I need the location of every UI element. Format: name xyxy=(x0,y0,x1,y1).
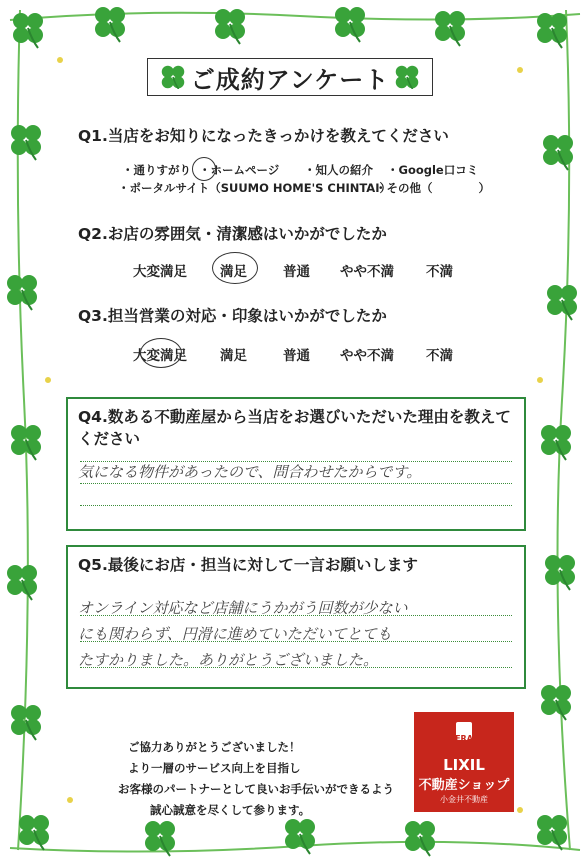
logo-branch: 小金井不動産 xyxy=(440,795,488,804)
clover-icon xyxy=(19,815,49,850)
lixil-shop-logo xyxy=(414,712,514,812)
q3-question: Q3.担当営業の対応・印象はいかがでしたか xyxy=(78,307,387,325)
clover-icon xyxy=(11,705,41,740)
q5-handwritten-answer-line1: オンライン対応など店舗にうかがう回数が少ない xyxy=(78,599,408,617)
footer-line1: ご協力ありがとうございました！ xyxy=(128,740,301,754)
clover-icon xyxy=(435,11,465,46)
clover-icon xyxy=(541,685,571,720)
q5-handwritten-answer-line2: にも関わらず、円滑に進めていただいてとても xyxy=(78,625,392,643)
clover-icon xyxy=(95,7,125,42)
clover-icon xyxy=(335,7,365,42)
answer-circle-mark xyxy=(192,157,216,181)
q5-handwritten-answer-line3: たすかりました。ありがとうございました。 xyxy=(78,651,379,669)
logo-brand: LIXIL xyxy=(443,756,485,774)
q3-choice-dissatisfied[interactable]: 不満 xyxy=(426,348,453,364)
q2-choice-dissatisfied[interactable]: 不満 xyxy=(426,264,453,280)
answer-circle-mark xyxy=(212,252,258,284)
q1-option-portal[interactable]: ・ポータルサイト（SUUMO HOME'S CHINTAI） xyxy=(118,181,391,195)
page-title: ご成約アンケート xyxy=(190,65,390,94)
clover-icon xyxy=(7,565,37,600)
logo-era: ERA xyxy=(455,734,473,743)
q2-question: Q2.お店の雰囲気・清潔感はいかがでしたか xyxy=(78,225,387,243)
survey-title-box xyxy=(147,58,433,96)
footer-line2: より一層のサービス向上を目指し xyxy=(128,761,301,775)
clover-icon xyxy=(537,815,567,850)
q1-option-intro[interactable]: ・知人の紹介 xyxy=(304,163,373,177)
answer-circle-mark xyxy=(140,338,182,368)
clover-icon xyxy=(405,821,435,856)
clover-icon xyxy=(215,9,245,44)
thank-you-message xyxy=(118,737,418,821)
q1-question: Q1.当店をお知りになったきっかけを教えてください xyxy=(78,127,449,145)
q1-option-other[interactable]: ・その他（ ） xyxy=(375,181,490,195)
q1-option-google[interactable]: ・Google口コミ xyxy=(387,163,479,177)
q4-question xyxy=(78,406,511,450)
q3-choice-very-satisfied[interactable]: 大変満足 xyxy=(133,348,187,364)
q3-choice-satisfied[interactable]: 満足 xyxy=(220,348,247,364)
q4-answer-box[interactable] xyxy=(66,397,526,531)
q5-question: Q5.最後にお店・担当に対して一言お願いします xyxy=(78,556,418,574)
answer-line xyxy=(80,483,512,484)
clover-icon xyxy=(11,125,41,160)
clover-icon xyxy=(7,275,37,310)
q1-option-street[interactable]: ・通りすがり xyxy=(122,163,191,177)
clover-icon xyxy=(537,13,567,48)
clover-icon xyxy=(285,819,315,854)
q4-handwritten-answer: 気になる物件があったので、問合わせたからです。 xyxy=(78,463,422,481)
q2-choice-satisfied[interactable]: 満足 xyxy=(220,264,247,280)
clover-icon xyxy=(545,555,575,590)
clover-icon xyxy=(393,65,421,89)
q3-choice-somewhat-dissatisfied[interactable]: やや不満 xyxy=(340,348,394,364)
footer-line3: お客様のパートナーとして良いお手伝いができるよう xyxy=(118,782,394,796)
clover-icon xyxy=(159,65,187,89)
q3-choice-neutral[interactable]: 普通 xyxy=(283,348,310,364)
logo-shop: 不動産ショップ xyxy=(418,778,510,793)
q1-option-homepage[interactable]: ・ホームページ xyxy=(199,163,280,177)
q2-choice-neutral[interactable]: 普通 xyxy=(283,264,310,280)
clover-icon xyxy=(541,425,571,460)
q5-answer-box[interactable] xyxy=(66,545,526,689)
answer-line xyxy=(80,505,512,506)
q4-question-line2: ください xyxy=(78,430,141,448)
q4-question-line1: Q4.数ある不動産屋から当店をお選びいただいた理由を教えて xyxy=(78,408,511,426)
clover-icon xyxy=(547,285,577,320)
clover-icon xyxy=(13,13,43,48)
q2-choice-very-satisfied[interactable]: 大変満足 xyxy=(133,264,187,280)
footer-line4: 誠心誠意を尽くして参ります。 xyxy=(150,803,311,817)
q2-choice-somewhat-dissatisfied[interactable]: やや不満 xyxy=(340,264,394,280)
